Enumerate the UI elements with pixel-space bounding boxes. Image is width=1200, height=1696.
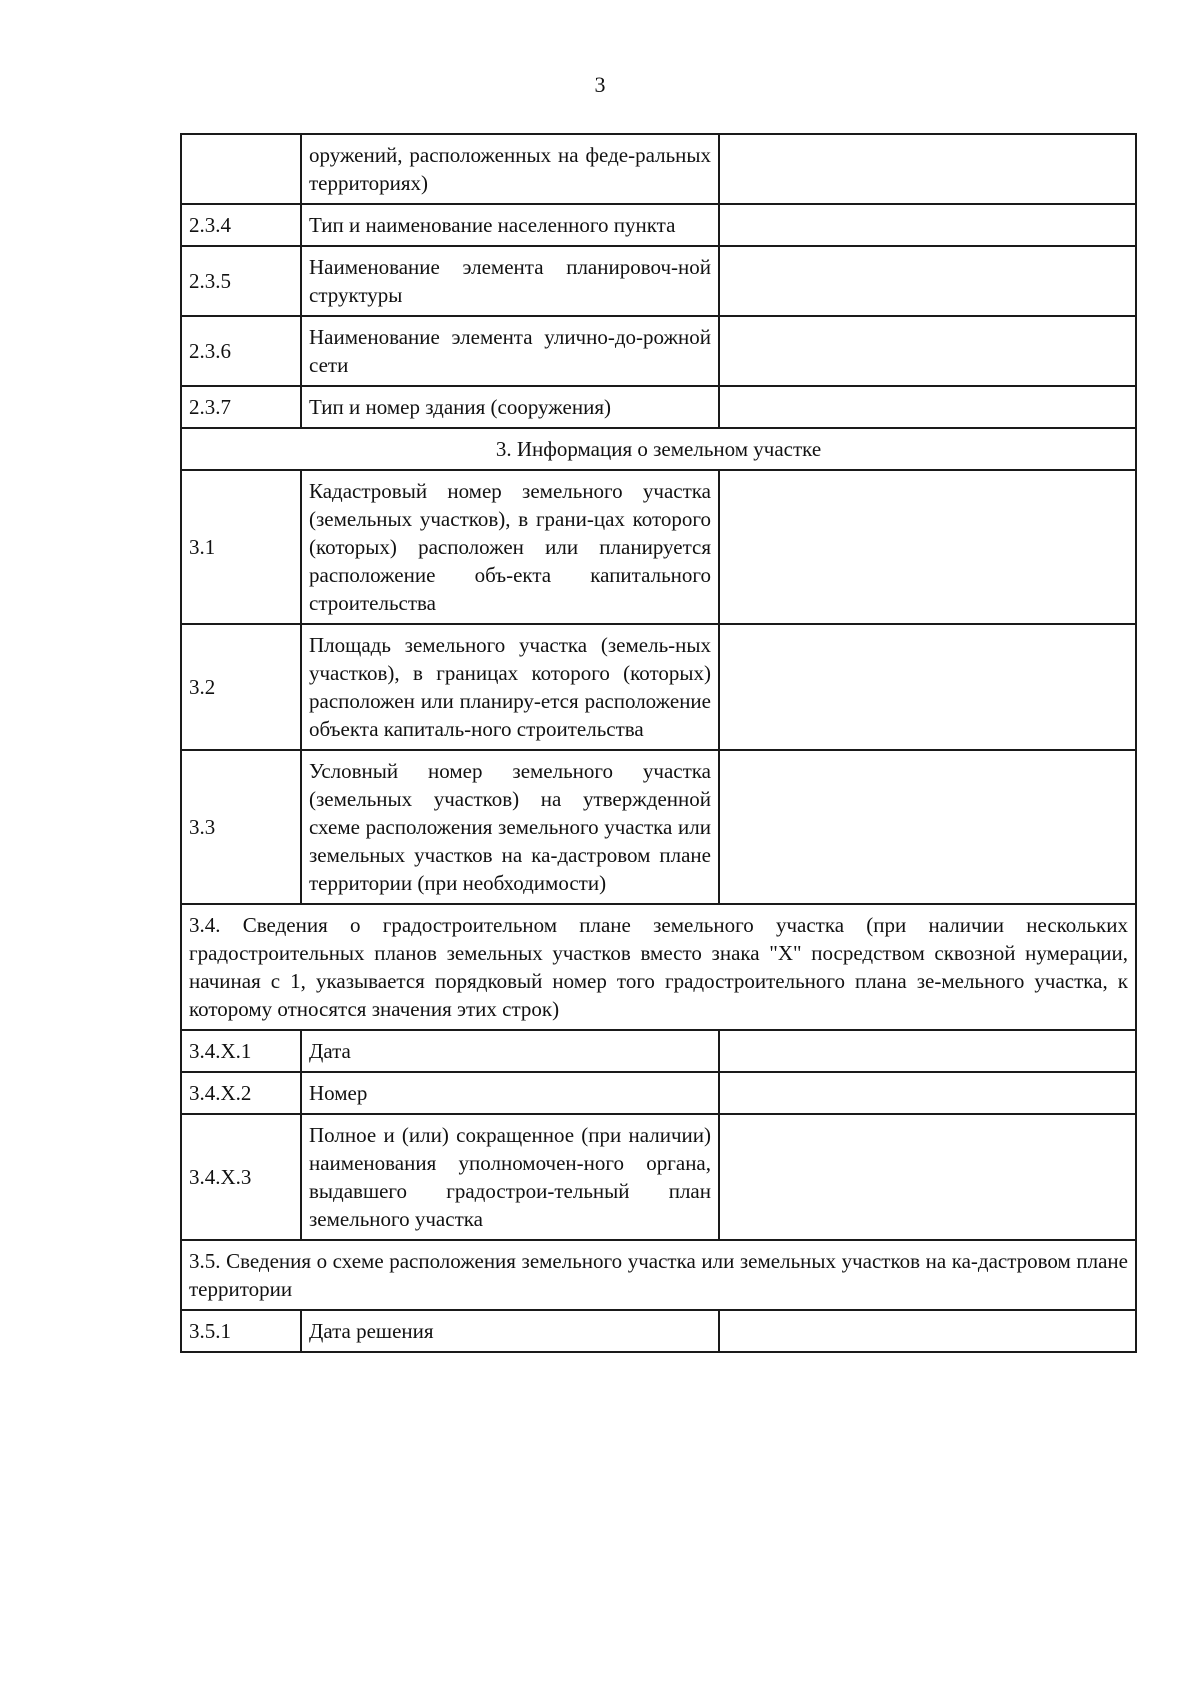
row-value-cell[interactable]	[719, 750, 1136, 904]
row-label: Номер	[301, 1072, 719, 1114]
table-row	[181, 1310, 1136, 1352]
row-value-cell[interactable]	[719, 204, 1136, 246]
row-number: 3.4.X.1	[181, 1030, 301, 1072]
row-value-cell[interactable]	[719, 246, 1136, 316]
row-number: 3.4.X.2	[181, 1072, 301, 1114]
row-value-cell[interactable]	[719, 1072, 1136, 1114]
row-number: 3.4.X.3	[181, 1114, 301, 1240]
row-value-cell[interactable]	[719, 316, 1136, 386]
table-row	[181, 246, 1136, 316]
row-label: Тип и наименование населенного пункта	[301, 204, 719, 246]
table-row	[181, 428, 1136, 470]
row-value-cell[interactable]	[719, 470, 1136, 624]
row-label: оружений, расположенных на феде-ральных территориях)	[301, 134, 719, 204]
table-row	[181, 316, 1136, 386]
row-label: Кадастровый номер земельного участка (земельных участков), в грани-цах которого (которых) расположен или планируется расположение объ-екта капитального строительства	[301, 470, 719, 624]
section-heading: 3. Информация о земельном участке	[181, 428, 1136, 470]
row-number: 2.3.7	[181, 386, 301, 428]
row-number: 3.3	[181, 750, 301, 904]
row-value-cell[interactable]	[719, 1114, 1136, 1240]
table-row	[181, 1030, 1136, 1072]
row-label: Наименование элемента улично-до-рожной сети	[301, 316, 719, 386]
table-row	[181, 204, 1136, 246]
table-row	[181, 386, 1136, 428]
table-row	[181, 1114, 1136, 1240]
table-row	[181, 134, 1136, 204]
table-row	[181, 1240, 1136, 1310]
row-value-cell[interactable]	[719, 134, 1136, 204]
section-description: 3.5. Сведения о схеме расположения земельного участка или земельных участков на ка-дастровом плане территории	[181, 1240, 1136, 1310]
row-label: Условный номер земельного участка (земельных участков) на утвержденной схеме расположения земельного участка или земельных участков на ка-дастровом плане территории (при необходимости)	[301, 750, 719, 904]
row-label: Дата	[301, 1030, 719, 1072]
row-number: 2.3.5	[181, 246, 301, 316]
row-number: 2.3.4	[181, 204, 301, 246]
table-row	[181, 750, 1136, 904]
table-row	[181, 470, 1136, 624]
row-label: Полное и (или) сокращенное (при наличии) наименования уполномочен-ного органа, выдавшего градострои-тельный план земельного участка	[301, 1114, 719, 1240]
row-value-cell[interactable]	[719, 386, 1136, 428]
row-number: 3.1	[181, 470, 301, 624]
row-number	[181, 134, 301, 204]
row-label: Тип и номер здания (сооружения)	[301, 386, 719, 428]
table-row	[181, 624, 1136, 750]
table-row	[181, 904, 1136, 1030]
row-value-cell[interactable]	[719, 1030, 1136, 1072]
row-label: Дата решения	[301, 1310, 719, 1352]
row-number: 3.2	[181, 624, 301, 750]
row-number: 3.5.1	[181, 1310, 301, 1352]
row-number: 2.3.6	[181, 316, 301, 386]
row-label: Площадь земельного участка (земель-ных участков), в границах которого (которых) расположен или планиру-ется расположение объекта капиталь-ного строительства	[301, 624, 719, 750]
row-value-cell[interactable]	[719, 1310, 1136, 1352]
page-number: 3	[594, 72, 606, 97]
table-row	[181, 1072, 1136, 1114]
row-label: Наименование элемента планировоч-ной структуры	[301, 246, 719, 316]
form-table	[180, 133, 1137, 1353]
row-value-cell[interactable]	[719, 624, 1136, 750]
section-description: 3.4. Сведения о градостроительном плане земельного участка (при наличии нескольких градостроительных планов земельных участков вместо знака "X" посредством сквозной нумерации, начиная с 1, указывается порядковый номер того градостроительного плана зе-мельного участка, к которому относятся значения этих строк)	[181, 904, 1136, 1030]
